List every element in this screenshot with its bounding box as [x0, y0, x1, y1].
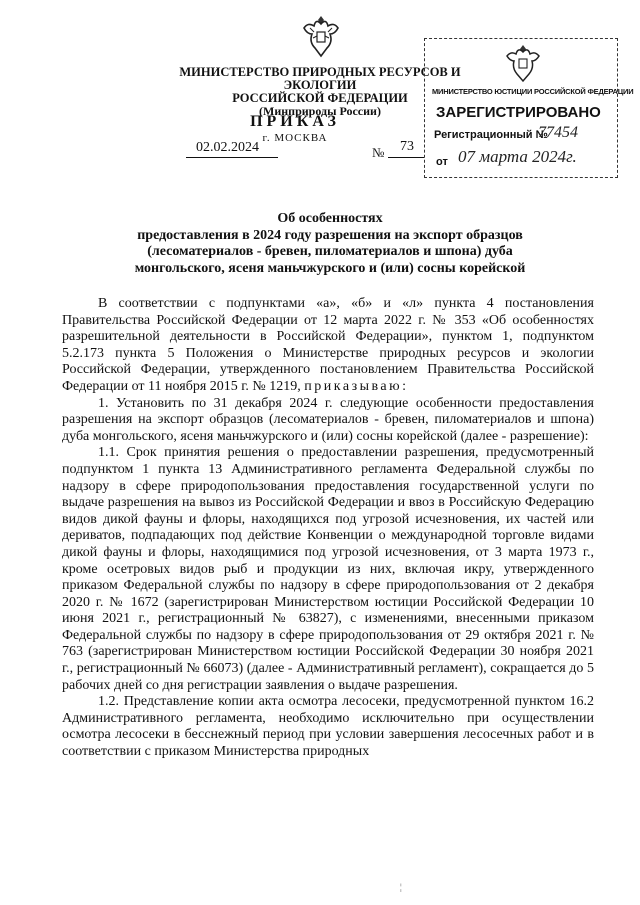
state-emblem-icon	[300, 12, 342, 60]
date-underline	[186, 157, 278, 158]
title-line-2: предоставления в 2024 году разрешения на экспорт образцов	[137, 227, 523, 243]
ministry-short-name: (Минприроды России)	[259, 104, 381, 118]
paragraph-preamble	[62, 296, 594, 396]
stamp-status: ЗАРЕГИСТРИРОВАНО	[436, 104, 601, 121]
title-line-1: Об особенностях	[277, 211, 383, 226]
ministry-line-1: МИНИСТЕРСТВО ПРИРОДНЫХ РЕСУРСОВ И ЭКОЛОГИИ	[179, 65, 461, 92]
stamp-date-prefix: от	[436, 156, 448, 168]
stamp-reg-number: 77454	[538, 124, 578, 141]
paragraph-1-1: 1.1. Срок принятия решения о предоставлении разрешения, предусмотренный подпунктом 1 пункта 13 Административного регламента Федеральной службы по надзору в сфере природопользования предоставления государственной услуги по выдаче разрешения на вывоз из Российской Федерации и ввоз в Российскую Федерацию видов дикой фауны и флоры, находящихся под угрозой исчезновения, их частей или дериватов, подпадающих под действие Конвенции о международной торговле видами дикой фауны и флоры, находящимися под угрозой исчезновения, от 3 марта 1973 г., кроме осетровых видов рыб и продукции из них, включая икру, утвержденного приказом Федеральной службы по надзору в сфере природопользования от 2 декабря 2020 г. № 1672 (зарегистрирован Министерством юстиции Российской Федерации 10 июня 2021 г., регистрационный № 63827), с изменениями, внесенными приказом Федеральной службы по надзору в сфере природопользования от 29 октября 2021 г. № 763 (зарегистрирован Министерством юстиции Российской Федерации 30 ноября 2021 г., регистрационный № 66073) (далее - Административный регламент), сокращается до 5 рабочих дней со дня регистрации заявления о выдаче разрешения.	[62, 445, 594, 693]
title-line-3: (лесоматериалов - бревен, пиломатериалов и шпона) дуба	[147, 244, 513, 259]
number-underline	[388, 157, 424, 158]
page-mark: ¦	[400, 882, 402, 892]
paragraph-1: 1. Установить по 31 декабря 2024 г. следующие особенности предоставления разрешения на экспорт образцов (лесоматериалов - бревен, пиломатериалов и шпона) дуба монгольского, ясеня маньчжурского и (или) сосны корейской (далее - разрешение):	[62, 395, 594, 444]
document-date: 02.02.2024	[196, 140, 259, 155]
preamble-text: В соответствии с подпунктами «а», «б» и «л» пункта 4 постановления Правительства Российской Федерации от 12 марта 2022 г. № 353 «Об особенностях разрешительной деятельности в Российской Федерации», пунктом 1, подпунктом 5.2.173 пункта 5 Положения о Министерстве природных ресурсов и экологии Российской Федерации, утвержденного постановлением Правительства Российской Федерации от 11 ноября 2015 г. № 1219,	[62, 296, 594, 394]
stamp-date: 07 марта 2024г.	[458, 147, 577, 166]
order-word: приказываю:	[304, 378, 409, 394]
stamp-emblem-icon	[504, 42, 542, 84]
document-type: ПРИКАЗ	[250, 113, 340, 130]
ministry-line-2: РОССИЙСКОЙ ФЕДЕРАЦИИ	[232, 91, 408, 105]
document-city: г. МОСКВА	[262, 132, 328, 144]
title-line-4: монгольского, ясеня маньчжурского и (или) сосны корейской	[134, 260, 526, 276]
document-title	[80, 211, 580, 277]
stamp-ministry-name: МИНИСТЕРСТВО ЮСТИЦИИ РОССИЙСКОЙ ФЕДЕРАЦИИ	[432, 87, 634, 96]
number-label: №	[372, 145, 385, 160]
stamp-reg-label: Регистрационный №	[434, 129, 548, 141]
document-body	[62, 296, 594, 761]
paragraph-1-2: 1.2. Представление копии акта осмотра лесосеки, предусмотренной пунктом 16.2 Административного регламента, необходимо исключительно при осуществлении осмотра лесосеки в бесснежный период при условии завершения лесосечных работ и в соответствии с приказом Министерства природных	[62, 694, 594, 760]
document-number: 73	[400, 139, 414, 154]
